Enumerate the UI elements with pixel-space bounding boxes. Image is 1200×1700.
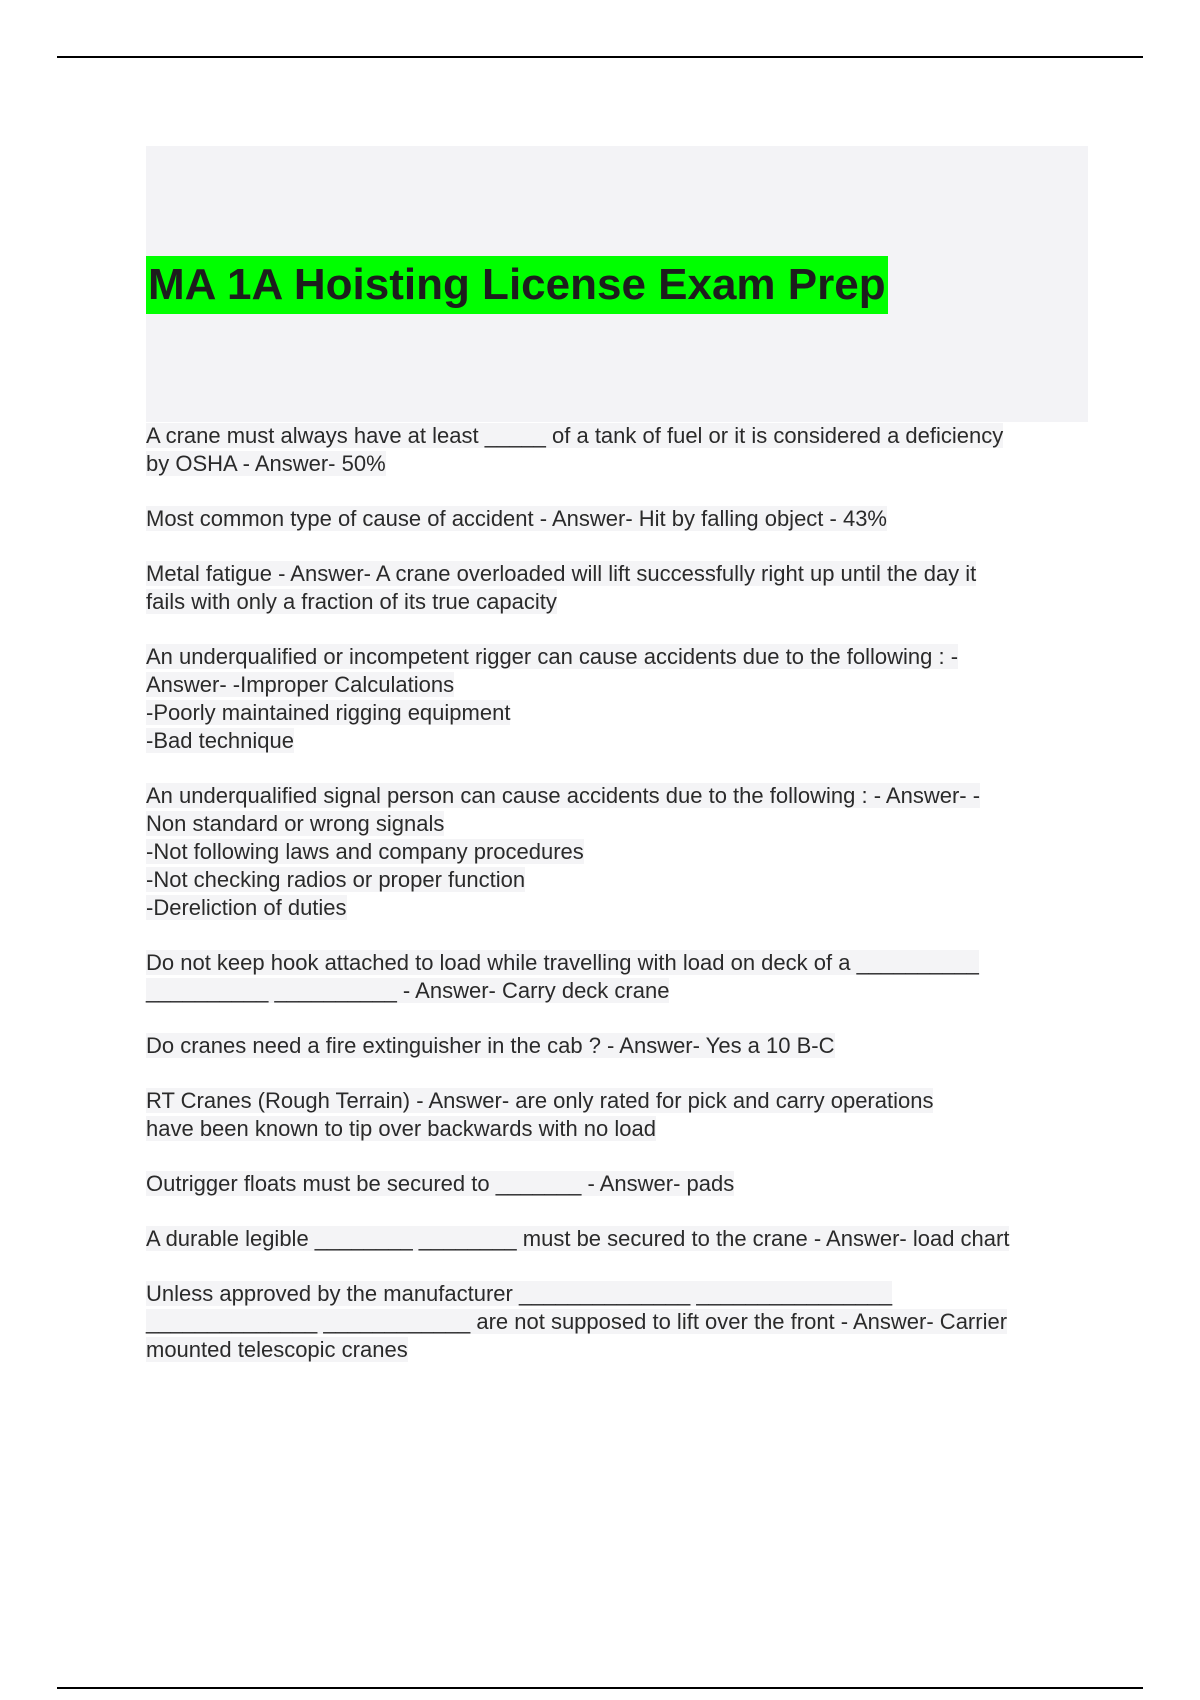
qa-line: have been known to tip over backwards with no load bbox=[146, 1116, 656, 1141]
qa-line: -Not following laws and company procedures bbox=[146, 839, 584, 864]
title-block bbox=[146, 146, 1088, 422]
qa-line: Do not keep hook attached to load while travelling with load on deck of a __________ bbox=[146, 950, 979, 975]
qa-line: A crane must always have at least _____ of a tank of fuel or it is considered a deficiency bbox=[146, 423, 1004, 448]
qa-item bbox=[146, 1225, 1086, 1253]
qa-line: Outrigger floats must be secured to _______ - Answer- pads bbox=[146, 1171, 735, 1196]
qa-item bbox=[146, 560, 1086, 616]
qa-line: fails with only a fraction of its true capacity bbox=[146, 589, 557, 614]
qa-item bbox=[146, 505, 1086, 533]
qa-line: A durable legible ________ ________ must be secured to the crane - Answer- load chart bbox=[146, 1226, 1010, 1251]
qa-item bbox=[146, 643, 1086, 755]
qa-line: Do cranes need a fire extinguisher in the cab ? - Answer- Yes a 10 B-C bbox=[146, 1033, 835, 1058]
qa-line: -Poorly maintained rigging equipment bbox=[146, 700, 511, 725]
document-title: MA 1A Hoisting License Exam Prep bbox=[146, 256, 888, 314]
qa-line: Answer- -Improper Calculations bbox=[146, 672, 455, 697]
qa-line: -Bad technique bbox=[146, 728, 294, 753]
qa-item bbox=[146, 1280, 1086, 1364]
qa-line: by OSHA - Answer- 50% bbox=[146, 451, 386, 476]
qa-line: An underqualified signal person can cause accidents due to the following : - Answer- - bbox=[146, 783, 981, 808]
qa-item bbox=[146, 422, 1086, 478]
top-rule bbox=[57, 56, 1143, 58]
qa-list bbox=[146, 422, 1086, 1391]
qa-line: Metal fatigue - Answer- A crane overloaded will lift successfully right up until the day it bbox=[146, 561, 977, 586]
qa-line: Non standard or wrong signals bbox=[146, 811, 445, 836]
qa-line: An underqualified or incompetent rigger can cause accidents due to the following : - bbox=[146, 644, 959, 669]
qa-item bbox=[146, 1087, 1086, 1143]
qa-item bbox=[146, 1032, 1086, 1060]
qa-line: mounted telescopic cranes bbox=[146, 1337, 408, 1362]
qa-line: -Dereliction of duties bbox=[146, 895, 347, 920]
qa-item bbox=[146, 1170, 1086, 1198]
qa-line: Unless approved by the manufacturer ______________ ________________ bbox=[146, 1281, 893, 1306]
qa-item bbox=[146, 782, 1086, 922]
qa-line: ______________ ____________ are not supposed to lift over the front - Answer- Carrier bbox=[146, 1309, 1008, 1334]
qa-line: __________ __________ - Answer- Carry deck crane bbox=[146, 978, 670, 1003]
qa-line: Most common type of cause of accident - Answer- Hit by falling object - 43% bbox=[146, 506, 887, 531]
qa-item bbox=[146, 949, 1086, 1005]
qa-line: RT Cranes (Rough Terrain) - Answer- are only rated for pick and carry operations bbox=[146, 1088, 934, 1113]
bottom-rule bbox=[57, 1687, 1143, 1689]
qa-line: -Not checking radios or proper function bbox=[146, 867, 526, 892]
